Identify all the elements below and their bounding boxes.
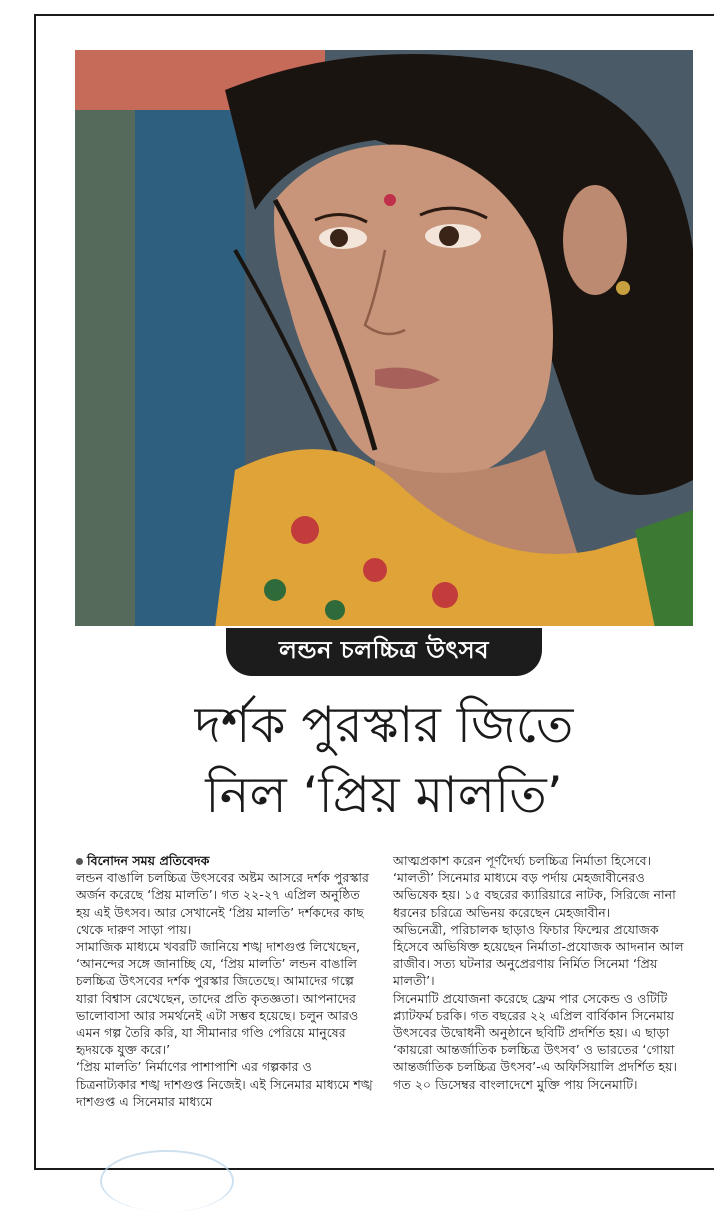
paragraph: আত্মপ্রকাশ করেন পূর্ণদৈর্ঘ্য চলচ্চিত্র নির্মাতা হিসেবে। ‘মালতী’ সিনেমার মাধ্যমে বড় পর্দায় মেহজাবীনেরও অভিষেক হয়। ১৫ বছরের ক্যারিয়ারে নাটক, সিরিজে নানা ধরনের চরিত্রে অভিনয় করেছেন মেহজাবীন। (393, 853, 676, 920)
paragraph: সিনেমাটি প্রযোজনা করেছে ফ্রেম পার সেকেন্ড ও ওটিটি প্ল্যাটফর্ম চরকি। গত বছরের ২২ এপ্রিল বার্বিকান সিনেমায় উৎসবের উদ্বোধনী অনুষ্ঠানে ছবিটি প্রদর্শিত হয়। এ ছাড়া ‘কায়রো আন্তর্জাতিক চলচ্চিত্র উৎসব’ ও ভারতের ‘গোয়া আন্তর্জাতিক চলচ্চিত্র উৎসব’-এ অফিসিয়ালি প্রদর্শিত হয়। গত ২০ ডিসেম্বর বাংলাদেশে মুক্তি পায় সিনেমাটি। (393, 990, 678, 1092)
paragraph: অভিনেত্রী, পরিচালক ছাড়াও ফিচার ফিল্মের প্রযোজক হিসেবে অভিষিক্ত হয়েছেন নির্মাতা-প্রযোজক আদনান আল রাজীব। সত্য ঘটনার অনুপ্রেরণায় নির্মিত সিনেমা ‘প্রিয় মালতী’। (393, 921, 684, 989)
paragraph: সামাজিক মাধ্যমে খবরটি জানিয়ে শঙ্খ দাশগুপ্ত লিখেছেন, ‘আনন্দের সঙ্গে জানাচ্ছি যে, ‘প্রিয় মালতি’ লন্ডন বাঙালি চলচ্চিত্র উৎসবের দর্শক পুরস্কার জিতেছে। আমাদের গল্পে যারা বিশ্বাস রেখেছেন, তাদের প্রতি কৃতজ্ঞতা। আপনাদের ভালোবাসা আর সমর্থনেই এটা সম্ভব হয়েছে। চলুন আরও এমন গল্প তৈরি করি, যা সীমানার গণ্ডি পেরিয়ে মানুষের হৃদয়কে যুক্ত করে।’ (76, 939, 360, 1058)
bullet-icon (76, 858, 83, 865)
body-column-left (76, 852, 376, 1110)
section-kicker: লন্ডন চলচ্চিত্র উৎসব (226, 628, 542, 676)
watermark-stamp (100, 1150, 234, 1212)
paragraph: ‘প্রিয় মালতি’ নির্মাণের পাশাপাশি এর গল্পকার ও চিত্রনাট্যকার শঙ্খ দাশগুপ্ত নিজেই। এই সিনেমার মাধ্যমে শঙ্খ দাশগুপ্ত এ সিনেমার মাধ্যমে (76, 1059, 373, 1109)
byline (76, 852, 376, 869)
byline-text: বিনোদন সময় প্রতিবেদক (87, 853, 210, 868)
body-column-right (393, 852, 693, 1093)
headline-line-1: দর্শক পুরস্কার জিতে (194, 696, 574, 754)
headline-line-2: নিল ‘প্রিয় মালতি’ (205, 766, 563, 824)
lead-photo (75, 50, 693, 628)
headline (75, 690, 693, 830)
paragraph: লন্ডন বাঙালি চলচ্চিত্র উৎসবের অষ্টম আসরে দর্শক পুরস্কার অর্জন করেছে ‘প্রিয় মালতি’। গত ২২-২৭ এপ্রিল অনুষ্ঠিত হয় এই উৎসব। আর সেখানেই ‘প্রিয় মালতি’ দর্শকদের কাছ থেকে দারুণ সাড়া পায়। (76, 870, 369, 937)
